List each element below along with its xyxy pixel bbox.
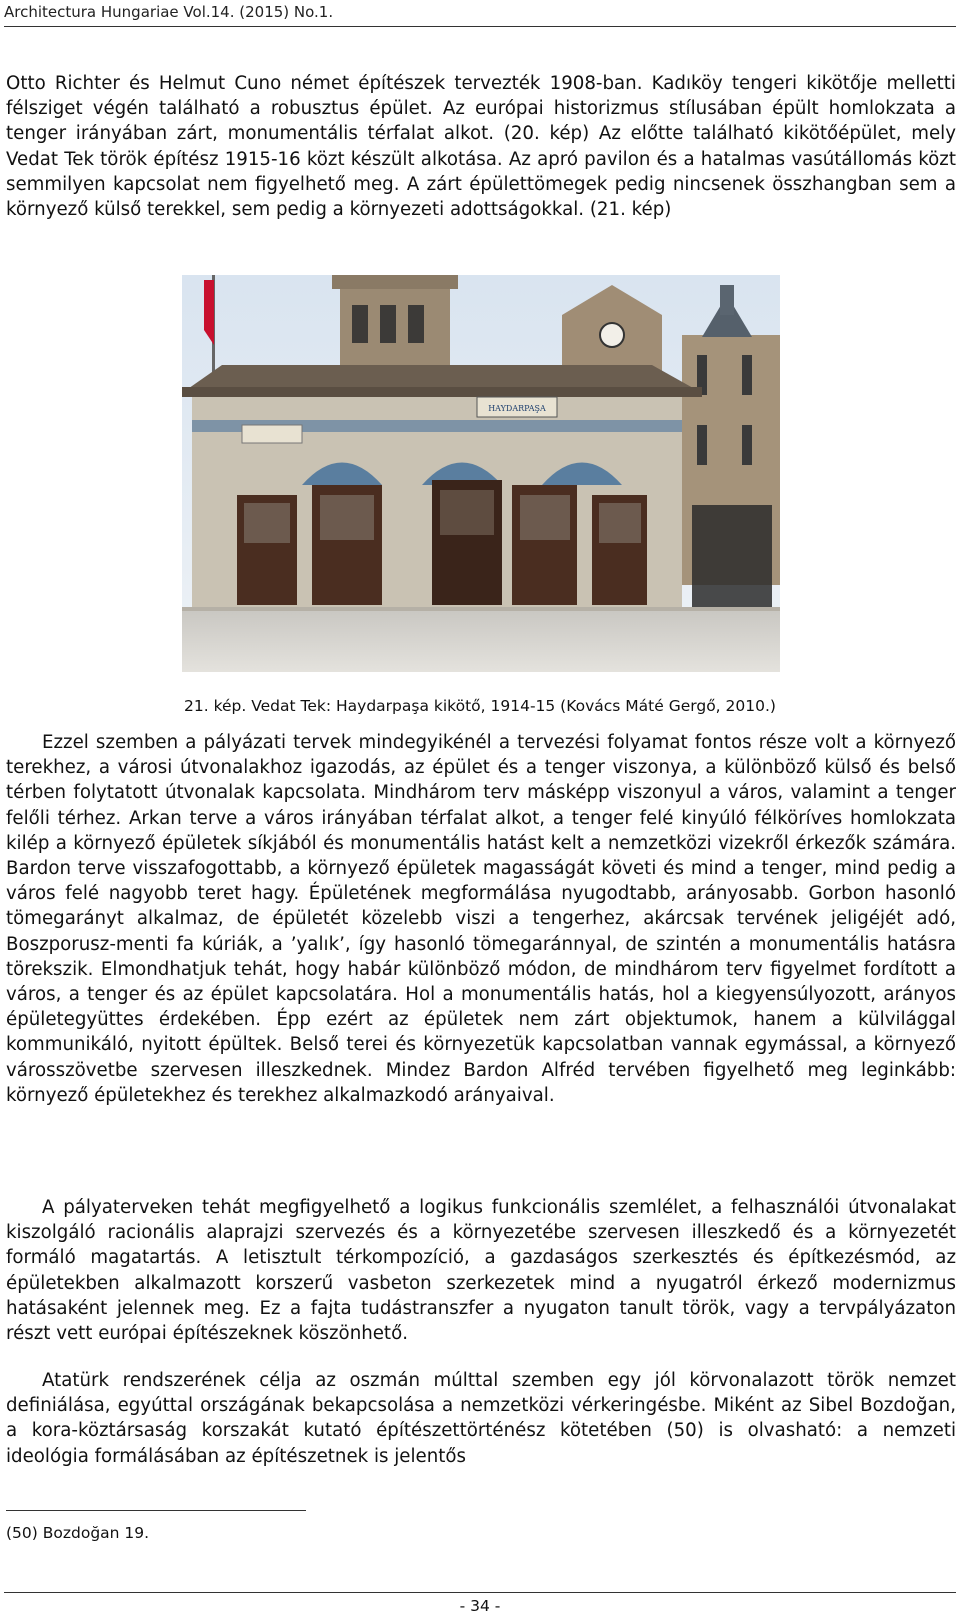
footnote: (50) Bozdoğan 19.: [6, 1524, 150, 1542]
figure-caption: 21. kép. Vedat Tek: Haydarpaşa kikötő, 1914-15 (Kovács Máté Gergő, 2010.): [184, 697, 776, 715]
page-number: - 34 -: [459, 1597, 501, 1615]
footnote-divider: [6, 1510, 306, 1511]
paragraph-2: Ezzel szemben a pályázati tervek mindegyikénél a tervezési folyamat fontos része volt a környező terekhez, a városi útvonalakhoz igazodás, az épület és a tenger viszonya, a különböző külső és belső térben folytatott útvonalak kapcsolata. Mindhárom terv másképp viszonyul a város, valamint a tenger felőli térhez. Arkan terve a város irányában térfalat alkot, a tenger felé kinyúló félköríves homlokzata kilép a környező épületek síkjából és monumentális hatást kelt a nemzetközi vizekről érkezők számára. Bardon terve visszafogottabb, a környező épületek magasságát követi és mind a tenger, mind pedig a város felé nagyobb teret hagy. Épületének megformálása nyugodtabb, arányosabb. Gorbon hasonló tömegarányt alkalmaz, de épületét közelebb viszi a tengerhez, akárcsak tervének jeligéjét adó, Boszporusz-menti fa kúriák, a ’yalık’, így hasonló tömegaránnyal, de szintén a monumentális hatásra törekszik. Elmondhatjuk tehát, hogy habár különböző módon, de mindhárom terv figyelmet fordított a város, a tenger és az épület kapcsolatára. Hol a monumentális hatás, hol a kiegyensúlyozott, arányos épületegyüttes érdekében. Épp ezért az épületek nem zárt objektumok, hanem a külvilággal kommunikáló, nyitott épültek. Belső terei és környezetük kapcsolatban vannak egymással, a környező városszövetbe szervesen illeszkednek. Mindez Bardon Alfréd tervében figyelhető meg leginkább: környező épületekhez és terekhez alkalmazkodó arányaival.: [6, 732, 956, 1106]
footer-divider: [4, 1592, 956, 1593]
figure-photo: [182, 275, 780, 672]
paragraph-1: Otto Richter és Helmut Cuno német építészek tervezték 1908-ban. Kadıköy tengeri kikötője melletti félsziget végén található a robusztus épület. Az európai historizmus stílusában épült homlokzata a tenger irányában zárt, monumentális térfalat alkot. (20. kép) Az előtte található kikötőépület, mely Vedat Tek török építész 1915-16 közt készült alkotása. Az apró pavilon és a hatalmas vasútállomás közt semmilyen kapcsolat nem figyelhető meg. A zárt épülettömegek pedig nincsenek összhangban sem a környező külső terekkel, sem pedig a környezeti adottságokkal. (21. kép): [6, 73, 956, 221]
paragraph-3: A pályaterveken tehát megfigyelhető a logikus funkcionális szemlélet, a felhasználói útvonalakat kiszolgáló racionális alaprajzi szervezés és a környezetébe szervesen illeszkedő és a környezetét formáló magatartás. A letisztult térkompozíció, a gazdaságos szerkesztés és építkezésmód, az épületekben alkalmazott korszerű vasbeton szerkezetek mind a nyugatról érkező modernizmus hatásaként jelennek meg. Ez a fajta tudástranszfer a nyugaton tanult török, vagy a tervpályázaton részt vett európai építészeknek köszönhető.: [6, 1197, 956, 1345]
haydarpasa-pier-photo: [182, 275, 780, 672]
haydarpasa-sign: HAYDARPAŞA: [488, 404, 546, 413]
journal-header: [4, 2, 956, 27]
journal-title: Architectura Hungariae Vol.14. (2015) No.1.: [4, 3, 334, 21]
paragraph-4: Atatürk rendszerének célja az oszmán múlttal szemben egy jól körvonalazott török nemzet definiálása, egyúttal országának bekapcsolása a nemzetközi vérkeringésbe. Miként az Sibel Bozdoğan, a kora-köztársaság korszakát kutató építészettörténész kötetében (50) is olvasható: a nemzeti ideológia formálásában az építészetnek is jelentős: [6, 1370, 956, 1467]
